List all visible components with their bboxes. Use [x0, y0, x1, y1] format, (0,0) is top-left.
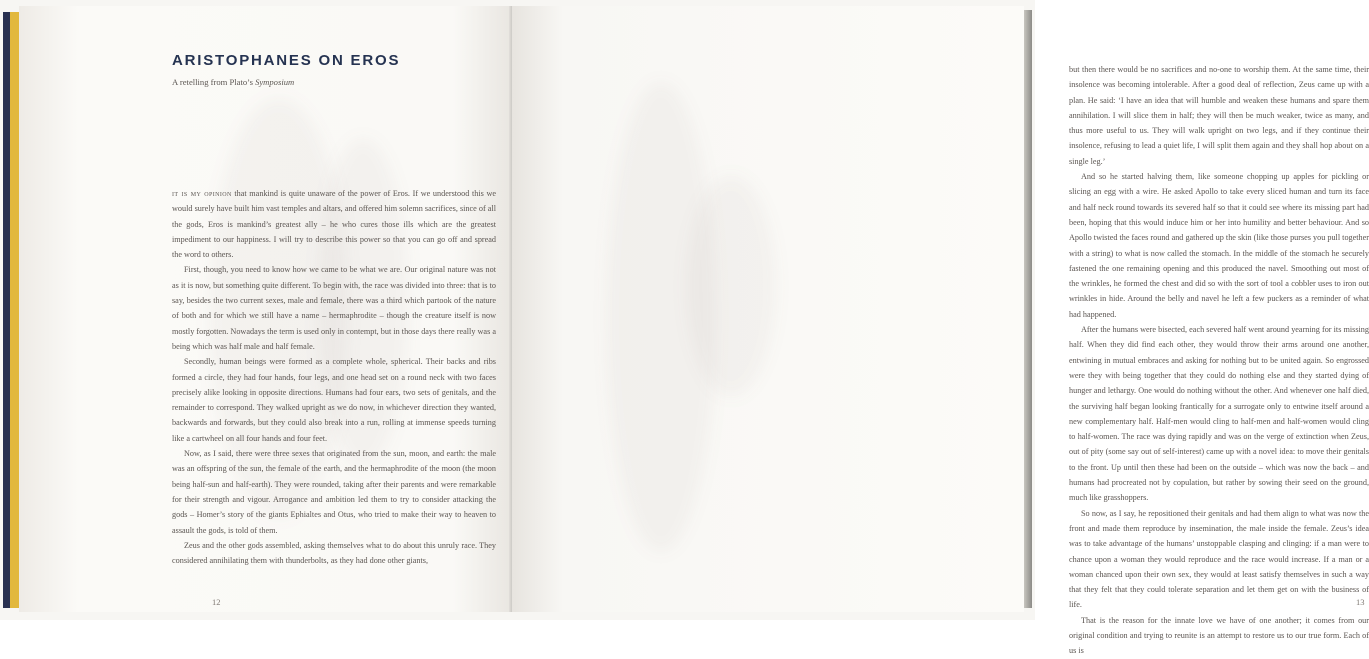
page-number: 13	[1356, 597, 1365, 607]
left-body-text	[172, 186, 496, 568]
body-paragraph: After the humans were bisected, each severed half went around yearning for its missing half. When they did find each other, they would throw their arms around one another, entwining in mutual embraces and asking for nothing but to be united again. So engrossed were they with being together that they could do nothing else and they started dying of hunger and lethargy. One would do nothing without the other. And whenever one half died, the surviving half began looking frantically for a surrogate only to entwine itself around a new complementary half. Half-men would cling to half-men and half-women would cling to half-women. The race was dying rapidly and was on the verge of extinction when Zeus, out of pity (some say out of self-interest) came up with a novel idea: to move their genitals to the front. Up until then these had been on the outside – which was now the back – and humans had procreated not by copulation, but rather by sowing their seed on the ground, much like grasshoppers.	[1069, 325, 1369, 503]
body-paragraph: First, though, you need to know how we came to be what we are. Our original nature was not as it is now, but something quite different. To begin with, the race was divided into three: that is to say, besides the two current sexes, male and female, there was a third which partook of the nature of both and for which we still have a name – hermaphrodite – though the creature itself is now mostly forgotten. Nowadays the term is used only in contempt, but in those days there really was a being which was half male and half female.	[172, 265, 496, 351]
body-paragraph: So now, as I say, he repositioned their genitals and had them align to what was now the front and made them reproduce by insemination, the male inside the female. Zeus’s idea was to take advantage of the humans’ unstoppable clasping and clinging: if a man were to chance upon a woman they would reproduce and the race would increase. If a man or a woman chanced upon their own sex, they would at least satisfy themselves in such a way that they felt that they could tolerate separation and let them get on with the business of life.	[1069, 508, 1369, 610]
paragraph-text: that mankind is quite unaware of the power of Eros. If we understood this we would surely have built him vast temples and altars, and offered him solemn sacrifices, since of all the gods, Eros is mankind’s greatest ally – he who cures those ills which are the greatest impediment to our happiness. I will try to describe this power so that you can go off and spread the word to others.	[172, 189, 496, 260]
body-paragraph: That is the reason for the innate love we have of one another; it comes from our original condition and trying to reunite is an attempt to restore us to our true form. Each of us is	[1069, 615, 1369, 656]
page-title: ARISTOPHANES ON EROS	[172, 52, 401, 69]
opening-paragraph	[172, 186, 496, 262]
opening-small-caps: it is my opinion	[172, 189, 232, 198]
subtitle-prefix: A retelling from Plato’s	[172, 77, 256, 87]
body-paragraph: Now, as I said, there were three sexes that originated from the sun, moon, and earth: the male was an offspring of the sun, the female of the earth, and the hermaphrodite of the moon (the moon being half-sun and half-earth). They were rounded, taking after their parents and were remarkable for their strength and vigour. Arrogance and ambition led them to try to consider attacking the gods – Homer’s story of the giants Ephialtes and Otus, who tried to make their way to heaven to assault the gods, is told of them.	[172, 449, 496, 535]
page-shadow	[686, 176, 776, 396]
right-body-text	[1069, 62, 1369, 659]
page-number: 12	[212, 597, 221, 607]
book-cover-edge	[3, 12, 19, 608]
continuation-paragraph: but then there would be no sacrifices and no-one to worship them. At the same time, their insolence was becoming intolerable. After a good deal of reflection, Zeus came up with a plan. He said: ‘I have an idea that will humble and weaken these humans and spare them annihilation. I will slice them in half; they will then be much weaker, twice as many, and thus more useful to us. They will walk upright on two legs, and if they continue their insolence, refusing to lead a quiet life, I will split them again and they shall hop about on a single leg.’	[1069, 65, 1369, 166]
subtitle-work: Symposium	[255, 77, 295, 87]
book-right-edge	[1024, 10, 1032, 608]
right-page	[512, 6, 1369, 656]
body-paragraph: Secondly, human beings were formed as a complete whole, spherical. Their backs and ribs formed a circle, they had four hands, four legs, and one head set on a round neck with two faces precisely alike looking in opposite directions. Humans had four ears, two sets of genitals, and the remainder to correspond. They walked upright as we do now, in whichever direction they wanted, backwards and forwards, but they could also break into a run, rolling at immense speeds turning like a cartwheel on all four hands and four feet.	[172, 357, 496, 443]
left-page	[19, 6, 512, 612]
page-subtitle	[172, 77, 294, 87]
body-paragraph: And so he started halving them, like someone chopping up apples for pickling or slicing an egg with a wire. He asked Apollo to take every sliced human and turn its face and half neck round towards its severed half so that it could see where its missing part had been, hoping that this would induce him or her into humility and better behaviour. And so Apollo twisted the faces round and gathered up the skin (like those purses you pull together with a string) to what is now called the stomach. In the middle of the stomach he securely fastened the one remaining opening and this produced the navel. Smoothing out most of the wrinkles, he formed the chest and did so with the sort of tool a cobbler uses to iron out wrinkles in hide. Around the belly and navel he left a few puckers as a reminder of what had happened.	[1069, 172, 1369, 319]
body-paragraph: Zeus and the other gods assembled, asking themselves what to do about this unruly race. They considered annihilating them with thunderbolts, as they had done other giants,	[172, 540, 496, 566]
